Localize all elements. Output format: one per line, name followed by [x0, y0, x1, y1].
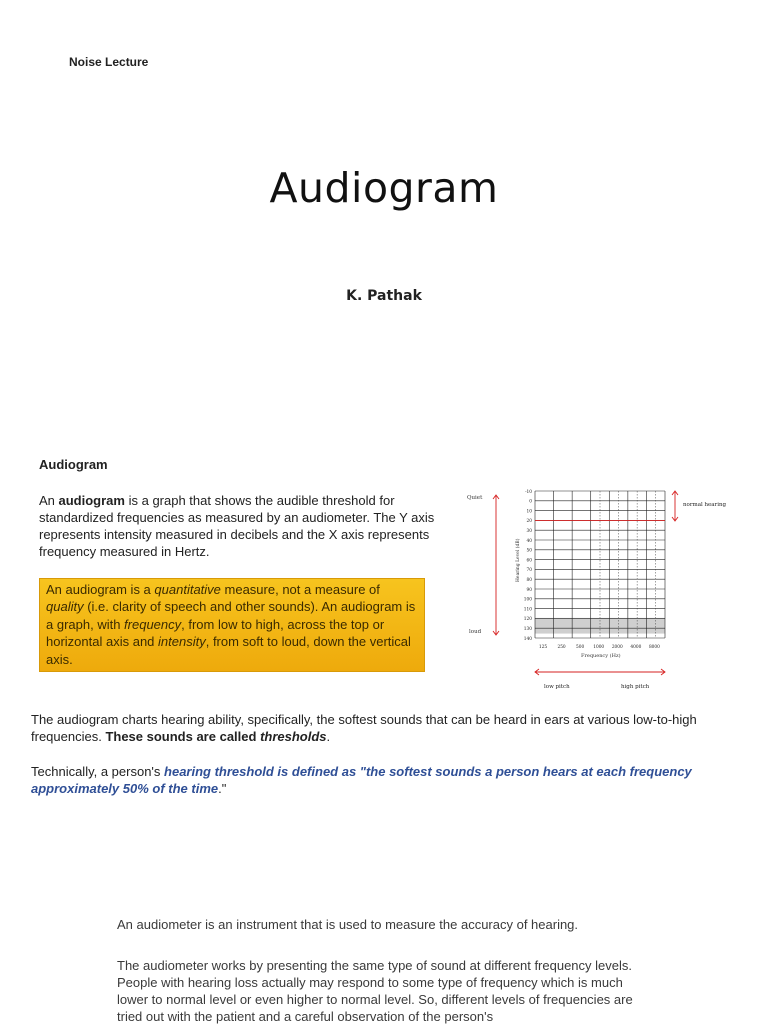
audiogram-grid	[535, 491, 665, 638]
author-name: K. Pathak	[346, 288, 422, 304]
y-tick-label: 10	[526, 509, 532, 515]
y-tick-label: 60	[526, 558, 532, 564]
x-tick-label: 8000	[648, 645, 660, 650]
quiet-label: Quiet	[467, 495, 483, 501]
y-tick-label: 80	[526, 578, 532, 583]
thresholds-paragraph: The audiogram charts hearing ability, specifically, the softest sounds that can be heard in ears at various low-to-high frequencies. These sounds are called thresholds.	[31, 712, 697, 744]
intro-paragraph: An audiogram is a graph that shows the audible threshold for standardized frequencies as measured by an audiometer. The Y axis represents intensity measured in decibels and the X axis represents frequency measured in Hertz.	[39, 493, 435, 559]
audiometer-paragraph-1: An audiometer is an instrument that is used to measure the accuracy of hearing.	[117, 917, 579, 932]
y-tick-label: 40	[526, 538, 532, 544]
high-pitch-label: high pitch	[621, 684, 650, 690]
x-tick-labels	[539, 645, 660, 650]
x-axis-label: Frequency (Hz)	[581, 653, 621, 659]
y-tick-label: 0	[529, 499, 532, 505]
x-tick-label: 250	[557, 645, 566, 650]
y-tick-labels	[524, 490, 532, 642]
x-tick-label: 500	[576, 645, 585, 650]
y-tick-label: 100	[523, 597, 532, 603]
y-tick-label: 50	[526, 548, 532, 554]
audiogram-graph	[462, 482, 732, 697]
x-tick-label: 2000	[611, 645, 623, 650]
low-pitch-label: low pitch	[544, 684, 570, 690]
y-tick-label: 110	[523, 607, 532, 613]
y-axis-label: Hearing Level (dB)	[516, 538, 521, 582]
y-tick-label: 90	[526, 587, 532, 593]
x-tick-label: 4000	[630, 645, 642, 650]
highlight-box: An audiogram is a quantitative measure, not a measure of quality (i.e. clarity of speech and other sounds). An audiogram is a graph, with frequency, from low to high, across the top or horizontal axis and intensity, from soft to loud, down the vertical axis.	[39, 578, 425, 672]
y-tick-label: 130	[523, 627, 532, 632]
y-tick-label: 30	[526, 529, 532, 534]
x-tick-label: 1000	[593, 645, 605, 650]
page-title: Audiogram	[269, 164, 499, 212]
x-tick-label: 125	[538, 645, 548, 650]
y-tick-label: -10	[525, 489, 532, 495]
section-heading: Audiogram	[39, 457, 108, 472]
definition-paragraph: Technically, a person's hearing threshold is defined as "the softest sounds a person hears at each frequency approximately 50% of the time."	[31, 764, 692, 796]
y-tick-label: 120	[523, 617, 532, 623]
normal-hearing-label: normal hearing	[683, 502, 727, 508]
y-tick-label: 20	[526, 519, 532, 525]
loud-label: loud	[469, 629, 482, 635]
y-tick-label: 140	[523, 636, 532, 642]
header-note: Noise Lecture	[69, 55, 149, 69]
audiometer-paragraph-2: The audiometer works by presenting the same type of sound at different frequency levels. People with hearing loss actually may respond to some type of frequency which is much lower to normal level or even higher to normal level. So, different levels of frequencies are tried out with the patient and a careful observation of the person's	[117, 958, 633, 1024]
y-tick-label: 70	[526, 568, 532, 574]
